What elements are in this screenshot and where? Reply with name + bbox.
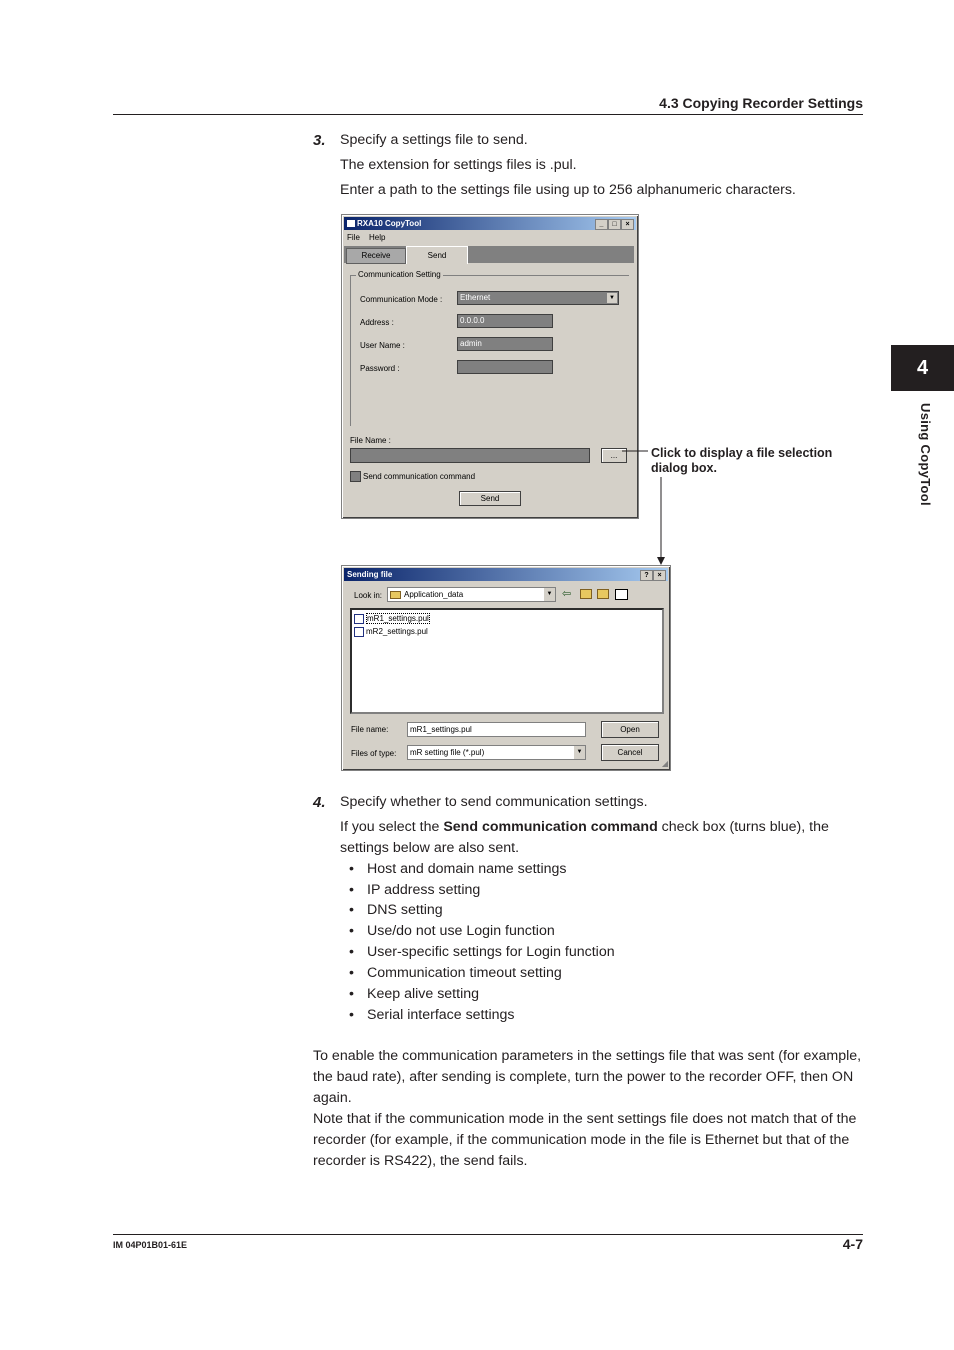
bullet-dot: • [349, 1007, 354, 1023]
bullet-text: Use/do not use Login function [367, 923, 555, 939]
view-menu-icon[interactable] [615, 589, 628, 600]
look-in-value: Application_data [404, 590, 464, 599]
look-in-label: Look in: [354, 591, 383, 600]
step4-para-bold: Send communication command [443, 819, 658, 835]
folder-icon [390, 591, 401, 599]
tab-send[interactable]: Send [406, 246, 468, 264]
files-of-type-value: mR setting file (*.pul) [410, 748, 485, 757]
page-number: 4-7 [842, 1236, 863, 1252]
up-folder-icon[interactable] [580, 589, 592, 599]
file-icon [354, 627, 364, 637]
files-of-type-label: Files of type: [351, 749, 397, 758]
chevron-down-icon[interactable]: ▼ [574, 746, 585, 759]
file-name-label: File name: [351, 725, 389, 734]
user-name-label: User Name : [360, 341, 405, 350]
bullet-dot: • [349, 986, 354, 1002]
bullet-text: Serial interface settings [367, 1007, 515, 1023]
comm-mode-select[interactable] [457, 291, 619, 305]
chapter-side-label: Using CopyTool [918, 403, 933, 506]
bullet-dot: • [349, 923, 354, 939]
browse-button[interactable]: ... [601, 448, 627, 463]
note-paragraph-1: To enable the communication parameters in the settings file that was sent (for example, the baud rate), after sending is complete, turn the power to the recorder OFF, then ON again. [313, 1048, 862, 1106]
cancel-button[interactable]: Cancel [601, 744, 659, 761]
send-button[interactable]: Send [459, 491, 521, 506]
bullet-text: Keep alive setting [367, 986, 479, 1002]
new-folder-icon[interactable] [597, 589, 609, 599]
open-button[interactable]: Open [601, 721, 659, 738]
step3-line3: Enter a path to the settings file using up to 256 alphanumeric characters. [340, 182, 796, 198]
note-paragraph-2: Note that if the communication mode in the sent settings file does not match that of the recorder (for example, if the communication mode in the file is Ethernet but that of the recorder is RS422), the send fails. [313, 1111, 857, 1169]
chevron-down-icon[interactable]: ▼ [544, 588, 555, 601]
arrow-down-icon [657, 557, 665, 565]
menu-help[interactable]: Help [369, 233, 386, 242]
maximize-button[interactable]: □ [608, 219, 621, 230]
bullet-text: DNS setting [367, 902, 443, 918]
sending-titlebar [344, 568, 668, 581]
step4-para-post: check box (turns blue), the settings below are also sent. [340, 819, 829, 856]
file-icon [354, 614, 364, 624]
bullet-dot: • [349, 861, 354, 877]
footer-rule [113, 1234, 863, 1235]
copytool-title: RXA10 CopyTool [357, 219, 422, 228]
list-item[interactable] [354, 625, 428, 638]
step4-number: 4. [313, 794, 326, 811]
password-label: Password : [360, 364, 400, 373]
doc-id: IM 04P01B01-61E [113, 1240, 188, 1250]
minimize-button[interactable]: _ [595, 219, 608, 230]
file-name: mR1_settings.pul [367, 614, 429, 623]
bullet-dot: • [349, 944, 354, 960]
sending-file-dialog [341, 565, 671, 771]
copytool-window [341, 214, 639, 519]
header-rule [113, 114, 863, 115]
look-in-select[interactable] [387, 587, 556, 602]
bullet-text: IP address setting [367, 882, 481, 898]
chapter-tab [891, 345, 954, 391]
callout-text [651, 446, 832, 476]
bullet-text: User-specific settings for Login function [367, 944, 615, 960]
file-name-input[interactable]: mR1_settings.pul [407, 722, 586, 737]
comm-group-label: Communication Setting [358, 270, 441, 279]
app-icon [347, 220, 355, 227]
send-command-checkbox[interactable] [350, 471, 361, 482]
bullet-dot: • [349, 902, 354, 918]
menu-file[interactable]: File [347, 233, 360, 242]
step3-line2: The extension for settings files is .pul. [340, 157, 577, 173]
section-title: 4.3 Copying Recorder Settings [659, 95, 863, 111]
bullet-text: Communication timeout setting [367, 965, 562, 981]
files-of-type-select[interactable] [407, 745, 586, 760]
step3-number: 3. [313, 132, 326, 149]
step4-intro: Specify whether to send communication settings. [340, 794, 648, 810]
callout-line1: Click to display a file selection [651, 446, 833, 460]
step4-para-pre: If you select the [340, 819, 444, 835]
list-item[interactable] [354, 612, 430, 625]
resize-grip-icon[interactable]: ◢ [661, 759, 668, 768]
chevron-down-icon[interactable]: ▼ [607, 293, 617, 303]
close-button[interactable]: × [653, 570, 666, 581]
bullet-dot: • [349, 965, 354, 981]
chapter-number: 4 [916, 356, 929, 379]
file-name: mR2_settings.pul [366, 627, 428, 636]
step4-paragraph [340, 817, 860, 859]
step3-line1: Specify a settings file to send. [340, 132, 528, 148]
close-button[interactable]: × [621, 219, 634, 230]
file-list[interactable] [350, 608, 664, 714]
help-button[interactable]: ? [640, 570, 653, 581]
send-command-label: Send communication command [363, 472, 476, 481]
comm-mode-value: Ethernet [460, 293, 491, 302]
file-name-field[interactable] [350, 448, 590, 463]
bullet-dot: • [349, 882, 354, 898]
user-name-field[interactable]: admin [457, 337, 553, 351]
bullet-text: Host and domain name settings [367, 861, 567, 877]
callout-line2: dialog box. [651, 461, 717, 475]
file-name-label: File Name : [350, 436, 391, 445]
tab-receive[interactable]: Receive [346, 248, 406, 264]
password-field[interactable] [457, 360, 553, 374]
address-field[interactable]: 0.0.0.0 [457, 314, 553, 328]
sending-title: Sending file [347, 570, 393, 579]
copytool-titlebar [344, 217, 636, 230]
address-label: Address : [360, 318, 394, 327]
comm-mode-label: Communication Mode : [360, 295, 443, 304]
back-icon[interactable]: ⇦ [562, 588, 572, 600]
